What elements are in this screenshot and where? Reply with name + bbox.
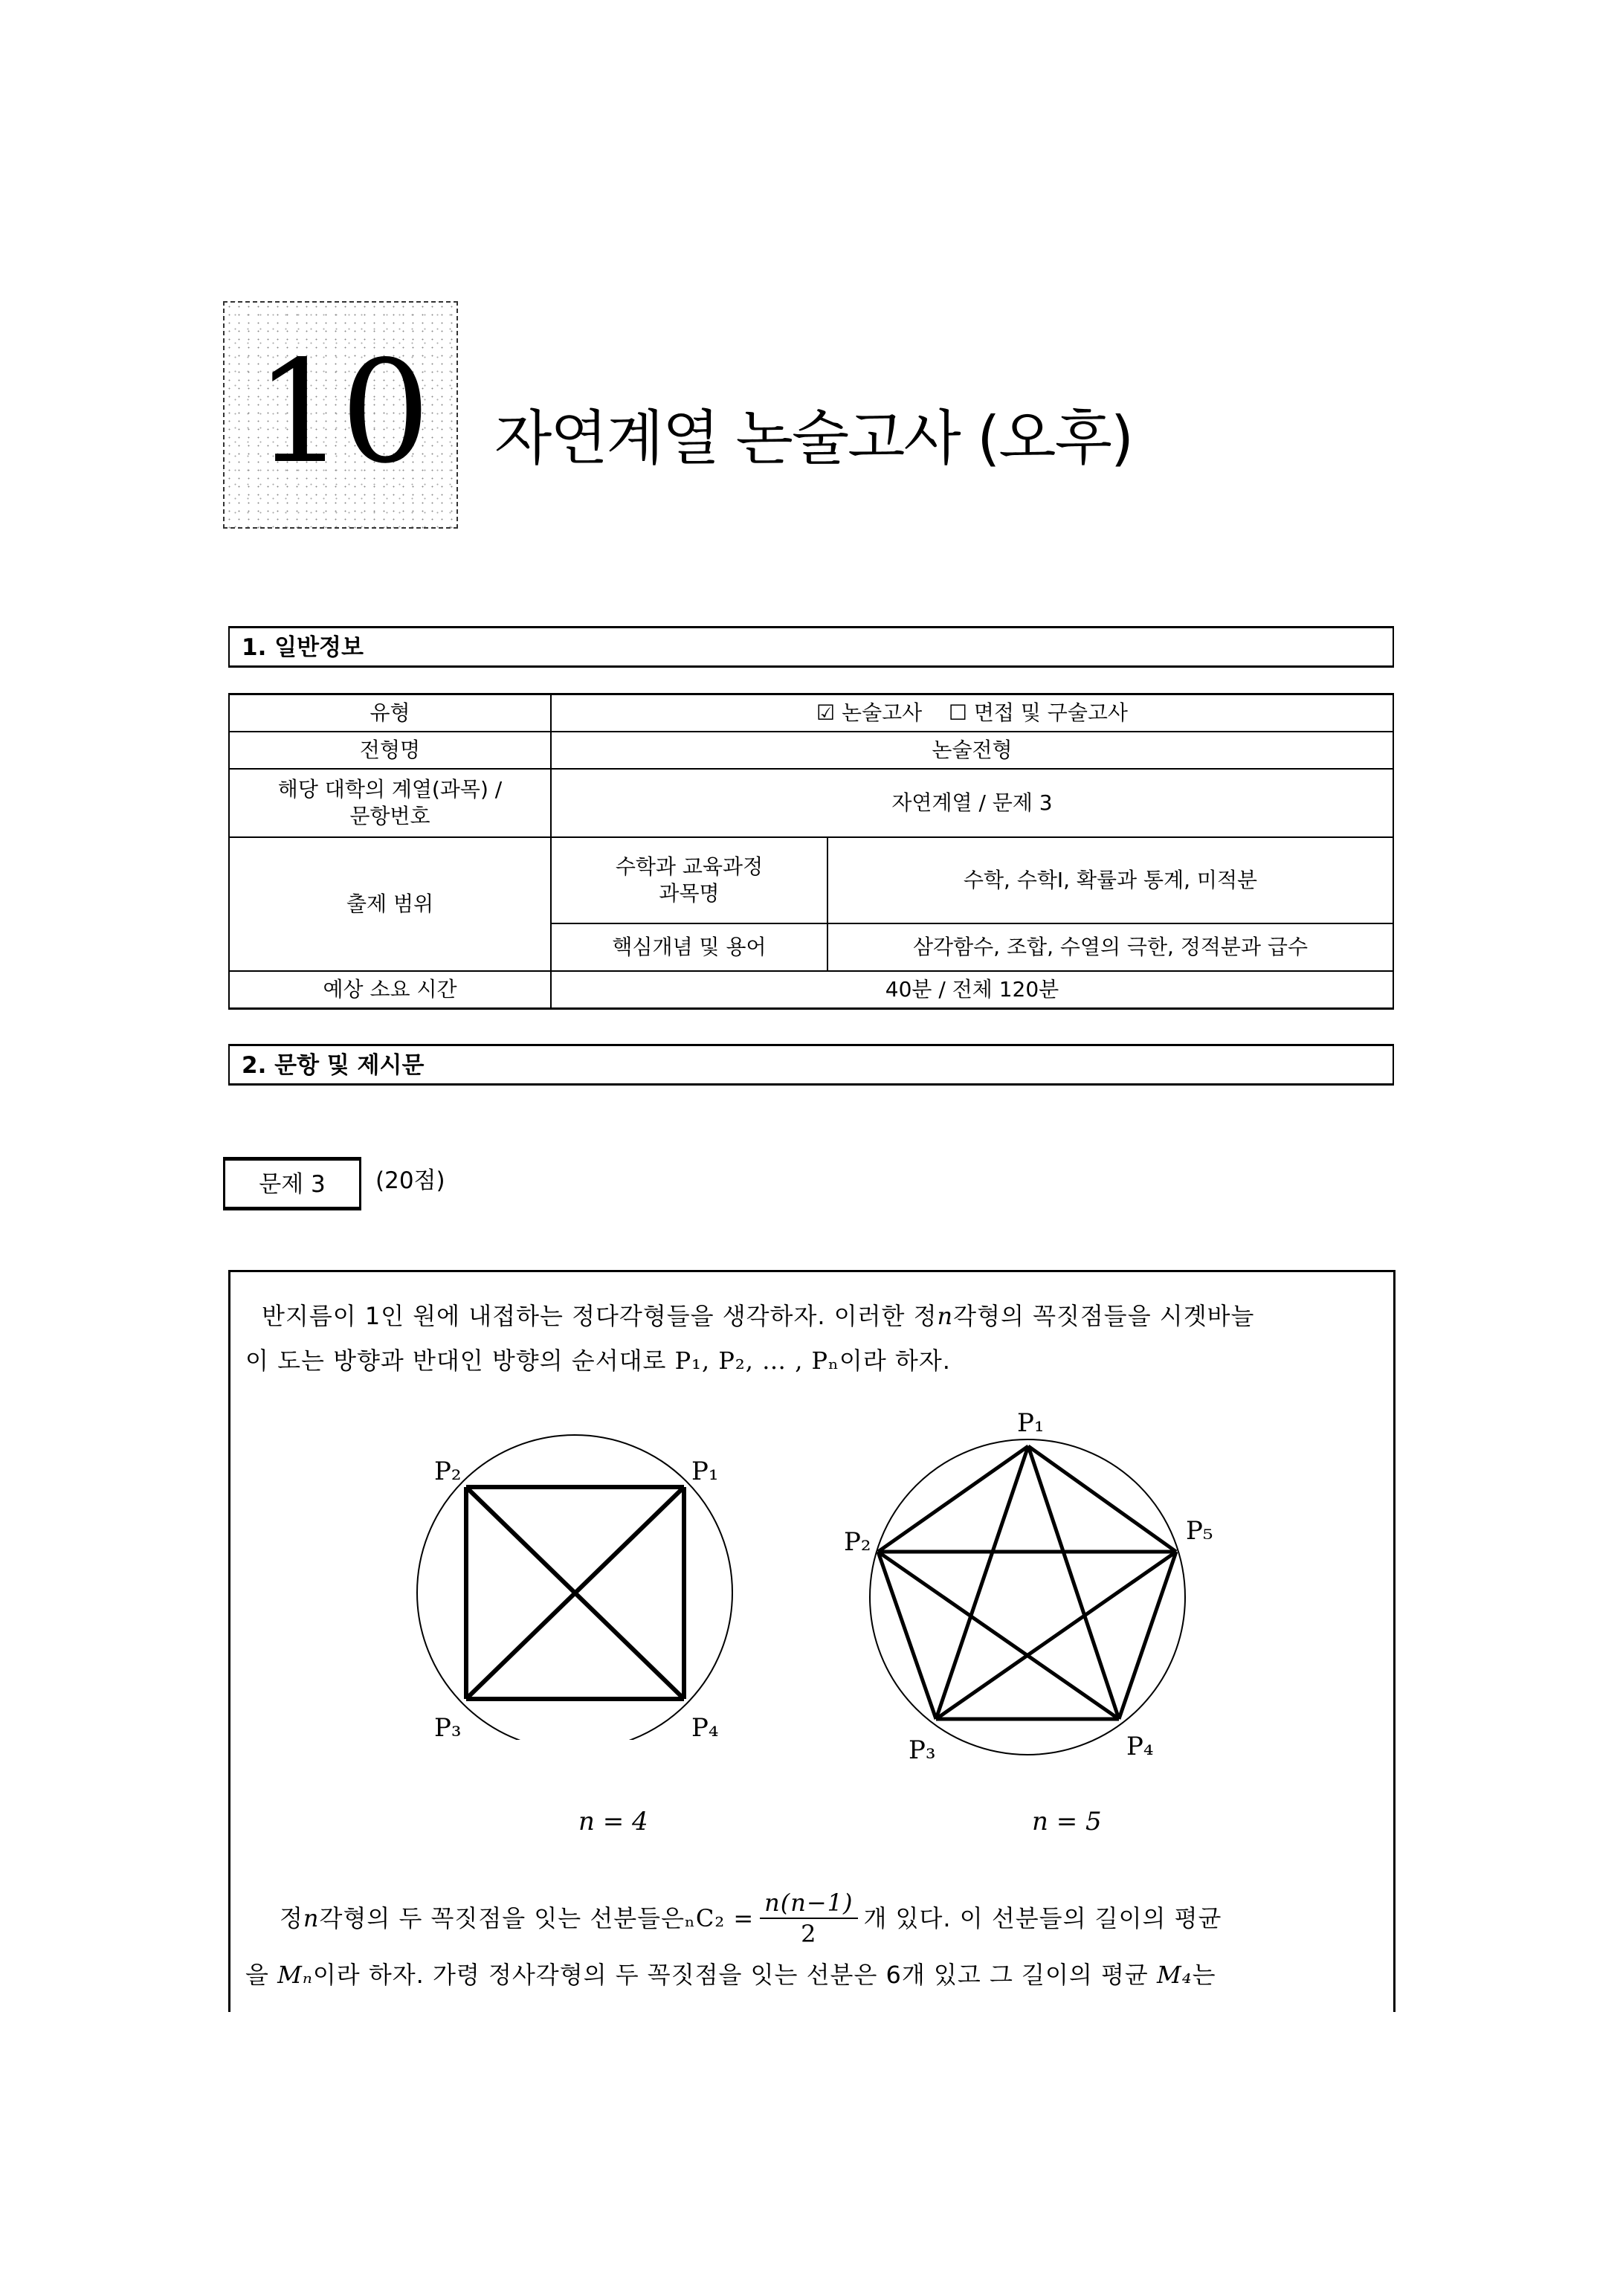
- math-vertex-list: P₁, P₂, … , Pₙ: [674, 1347, 839, 1375]
- vertex-label-p4: P₄: [691, 1713, 719, 1740]
- curriculum-label-line1: 수학과 교육과정: [615, 854, 764, 879]
- option-interview-exam: 면접 및 구술고사: [973, 700, 1128, 725]
- concepts-value: 삼각함수, 조합, 수열의 극한, 정적분과 급수: [827, 923, 1393, 971]
- time-label: 예상 소요 시간: [229, 971, 551, 1009]
- vertex-label-p1: P₁: [1017, 1408, 1045, 1438]
- admission-label: 전형명: [229, 732, 551, 769]
- math-var-mn: Mₙ: [277, 1961, 313, 1989]
- option-essay-exam: 논술고사: [842, 700, 923, 725]
- section-header-general-info: [228, 626, 1394, 668]
- type-label: 유형: [229, 694, 551, 732]
- math-fraction: [760, 1888, 857, 1949]
- table-row-admission: [229, 732, 1393, 769]
- math-var-m4: M₄: [1156, 1961, 1193, 1989]
- text: 각형의 두 꼭짓점을 잇는 선분들은: [319, 1904, 685, 1932]
- vertex-label-p2: P₂: [434, 1457, 462, 1486]
- figure-pentagon-in-circle: [840, 1398, 1227, 1770]
- fraction-denominator: 2: [801, 1920, 817, 1948]
- table-row-time: [229, 971, 1393, 1009]
- text: 정: [280, 1904, 303, 1932]
- question-points: (20점): [375, 1167, 445, 1194]
- text: 이라 하자. 가령 정사각형의 두 꼭짓점을 잇는 선분은 6개 있고 그 길이의 평균: [312, 1961, 1157, 1989]
- checked-checkbox-icon: ☑: [816, 700, 836, 725]
- text: 각형의 꼭짓점들을 시곗바늘: [953, 1302, 1255, 1330]
- text: 이 도는 방향과 반대인 방향의 순서대로: [245, 1347, 675, 1375]
- figure-caption-n4: n = 4: [578, 1807, 648, 1837]
- vertex-label-p3: P₃: [434, 1713, 462, 1740]
- chapter-title: 자연계열 논술고사 (오후): [494, 404, 1133, 473]
- vertex-label-p2: P₂: [844, 1527, 871, 1557]
- math-var-n: n: [937, 1302, 954, 1330]
- table-row-type: [229, 694, 1393, 732]
- section-title: 2. 문항 및 제시문: [242, 1052, 425, 1079]
- general-info-table: [228, 693, 1394, 1010]
- concepts-label: 핵심개념 및 용어: [551, 923, 827, 971]
- math-var-n: n: [303, 1904, 320, 1932]
- curriculum-value: 수학, 수학Ⅰ, 확률과 통계, 미적분: [827, 837, 1393, 923]
- section-header-questions: [228, 1044, 1394, 1086]
- text: 반지름이 1인 원에 내접하는 정다각형들을 생각하자. 이러한 정: [262, 1302, 938, 1330]
- type-value: [551, 694, 1393, 732]
- table-row-department: [229, 769, 1393, 837]
- text: 이라 하자.: [839, 1347, 951, 1375]
- math-combination: ₙC₂ =: [685, 1904, 755, 1932]
- time-value: 40분 / 전체 120분: [551, 971, 1393, 1009]
- unchecked-checkbox-icon: ☐: [948, 700, 967, 725]
- vertex-label-p1: P₁: [691, 1457, 719, 1486]
- department-label-line1: 해당 대학의 계열(과목) /: [277, 777, 503, 802]
- passage-paragraph1-line1: [262, 1301, 1399, 1331]
- department-label: [229, 769, 551, 837]
- figure-square-in-circle: [401, 1413, 758, 1740]
- admission-value: 논술전형: [551, 732, 1393, 769]
- text: 을: [245, 1961, 278, 1989]
- table-row-scope-curriculum: [229, 837, 1393, 923]
- vertex-label-p5: P₅: [1186, 1516, 1213, 1546]
- question-label: 문제 3: [259, 1171, 326, 1198]
- circumcircle: [870, 1439, 1185, 1755]
- curriculum-label: [551, 837, 827, 923]
- text: 는: [1192, 1961, 1216, 1989]
- passage-paragraph1-line2: [245, 1346, 1383, 1376]
- square-segments: [466, 1487, 684, 1699]
- department-label-line2: 문항번호: [349, 804, 430, 828]
- passage-paragraph2-line2: [245, 1960, 1383, 1990]
- scope-label: 출제 범위: [229, 837, 551, 971]
- passage-paragraph2-line1: [280, 1885, 1417, 1952]
- vertex-label-p3: P₃: [909, 1735, 936, 1765]
- section-title: 1. 일반정보: [242, 634, 364, 661]
- pentagon-segments: [878, 1446, 1176, 1719]
- question-label-box: [223, 1157, 361, 1210]
- chapter-number: 10: [255, 330, 426, 494]
- text: 개 있다. 이 선분들의 길이의 평균: [863, 1904, 1222, 1932]
- figure-caption-n5: n = 5: [1032, 1807, 1102, 1837]
- vertex-label-p4: P₄: [1126, 1732, 1154, 1761]
- curriculum-label-line2: 과목명: [659, 881, 720, 906]
- fraction-numerator: n(n−1): [760, 1888, 857, 1919]
- department-value: 자연계열 / 문제 3: [551, 769, 1393, 837]
